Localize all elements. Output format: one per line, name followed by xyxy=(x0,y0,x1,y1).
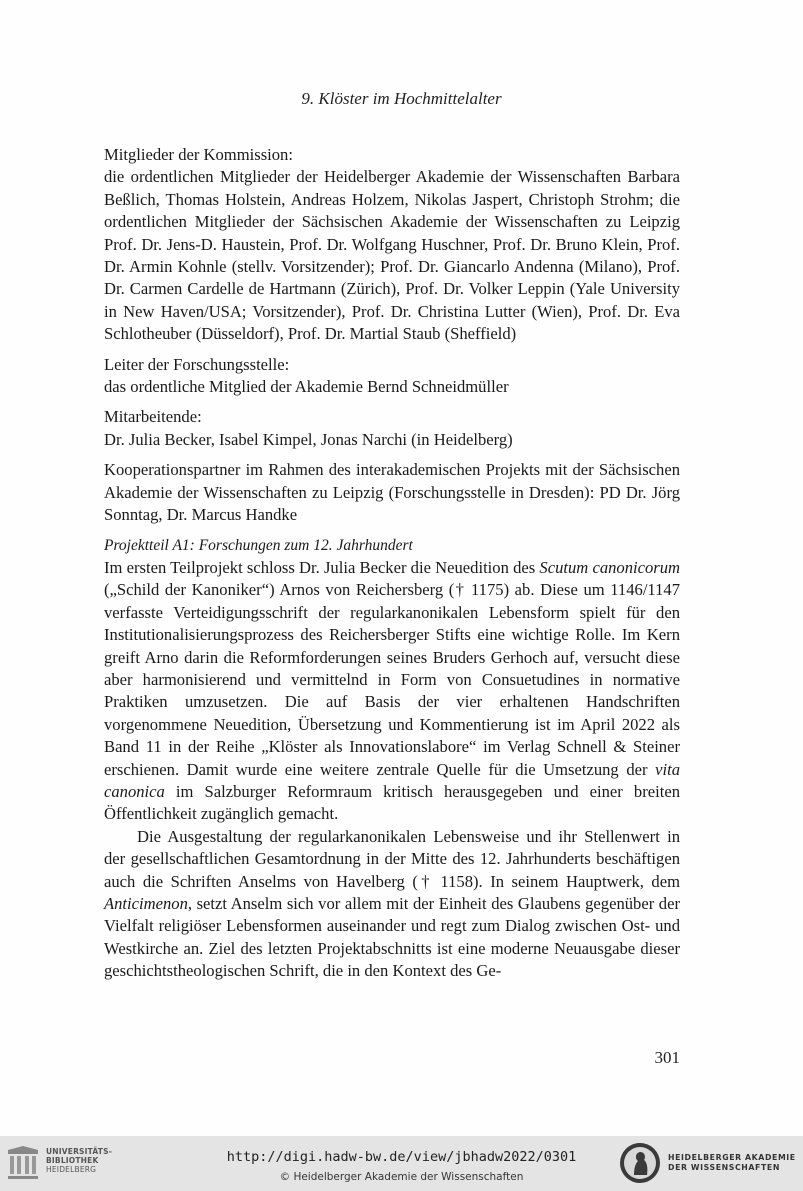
p1-text-a: Im ersten Teilprojekt schloss Dr. Julia Becker die Neuedition des xyxy=(104,557,540,577)
p2-italic-title: Anticimenon xyxy=(104,894,188,913)
p2-text-b: , setzt Anselm sich vor allem mit der Einheit des Glaubens gegenüber der Vielfalt religiöser Lebensformen auseinander und regt zum Dialog zwischen Ost- und Westkirche an. Ziel des letzten Projektabschnitts ist eine moderne Neuausgabe dieser geschichtstheologischen Schrift, die in den Kontext des Ge- xyxy=(104,894,680,981)
research-leader-block xyxy=(104,354,680,399)
staff-text: Dr. Julia Becker, Isabel Kimpel, Jonas Narchi (in Heidelberg) xyxy=(104,429,513,449)
section-heading: Projektteil A1: Forschungen zum 12. Jahrhundert xyxy=(104,536,413,554)
body-paragraph-1 xyxy=(104,557,680,826)
commission-members-text: die ordentlichen Mitglieder der Heidelberger Akademie der Wissenschaften Barbara Beßlich, Thomas Holstein, Andreas Holzem, Nikolas Jaspert, Christoph Strohm; die ordentlichen Mitglieder der Sächsischen Akademie der Wissenschaften zu Leipzig Prof. Dr. Jens-D. Haustein, Prof. Dr. Wolfgang Huschner, Prof. Dr. Bruno Klein, Prof. Dr. Armin Kohnle (stellv. Vorsitzender); Prof. Dr. Giancarlo Andenna (Milano), Prof. Dr. Carmen Cardelle de Hartmann (Zürich), Prof. Dr. Volker Leppin (Yale University in New Haven/USA; Vorsitzender), Prof. Dr. Christina Lutter (Wien), Prof. Dr. Eva Schlotheuber (Düsseldorf), Prof. Dr. Martial Staub (Sheffield) xyxy=(104,167,680,344)
running-head: 9. Klöster im Hochmittelalter xyxy=(301,89,502,108)
staff-label: Mitarbeitende: xyxy=(104,407,202,427)
academy-name-line-2: DER WISSENSCHAFTEN xyxy=(668,1163,780,1172)
body-paragraph-2 xyxy=(104,826,680,983)
p1-italic-term: vita canonica xyxy=(104,759,680,801)
permalink-url[interactable]: http://digi.hadw-bw.de/view/jbhadw2022/0301 xyxy=(226,1149,577,1165)
partners-block xyxy=(104,459,680,526)
copyright-notice: © Heidelberger Akademie der Wissenschaften xyxy=(279,1171,524,1183)
library-name-line-3: HEIDELBERG xyxy=(46,1165,97,1174)
research-leader-text: das ordentliche Mitglied der Akademie Bernd Schneidmüller xyxy=(104,377,509,397)
p1-italic-title: Scutum canonicorum xyxy=(539,557,681,577)
research-leader-label: Leiter der Forschungsstelle: xyxy=(104,354,290,374)
commission-members-block xyxy=(104,144,680,346)
page-number: 301 xyxy=(654,1048,680,1067)
academy-name xyxy=(668,1153,796,1173)
p1-text-b: („Schild der Kanoniker“) Arnos von Reichersberg († 1175) ab. Diese um 1146/1147 verfasste Verteidigungsschrift der regularkanonikalen Lebensform spielt für den Institutionalisierungsprozess des Reichersberger Stifts eine wichtige Rolle. Im Kern greift Arno darin die Reformforderungen seines Bruders Gerhoch auf, versucht diese aber harmonisierend und vermittelnd in Form von Consuetudines in normative Praktiken umzusetzen. Die auf Basis der vier erhaltenen Handschriften vorgenommene Neuedition, Übersetzung und Kommentierung ist im April 2022 als Band 11 in der Reihe „Klöster als Innovationslabore“ im Verlag Schnell & Steiner erschienen. Damit wurde eine weitere zentrale Quelle für die Umsetzung der xyxy=(104,580,680,779)
partners-text: Kooperationspartner im Rahmen des interakademischen Projekts mit der Sächsischen Akademie der Wissenschaften zu Leipzig (Forschungsstelle in Dresden): PD Dr. Jörg Sonntag, Dr. Marcus Handke xyxy=(104,460,680,525)
library-name-line-2: BIBLIOTHEK xyxy=(46,1156,99,1165)
p1-text-c: im Salzburger Reformraum kritisch herausgegeben und einer breiten Öffentlichkeit zugänglich gemacht. xyxy=(104,781,680,824)
staff-block xyxy=(104,406,680,451)
viewer-footer xyxy=(0,1136,803,1191)
page-content xyxy=(104,144,680,983)
academy-seal-icon xyxy=(619,1141,661,1185)
academy-name-line-1: HEIDELBERGER AKADEMIE xyxy=(668,1153,796,1162)
library-name-line-1: UNIVERSITÄTS- xyxy=(46,1147,113,1156)
commission-members-label: Mitglieder der Kommission: xyxy=(104,145,293,164)
p2-text-a: Die Ausgestaltung der regularkanonikalen Lebensweise und ihr Stellenwert in der gesellschaftlichen Gesamtordnung in der Mitte des 12. Jahrhunderts beschäftigen auch die Schriften Anselms von Havelberg († 1158). In seinem Hauptwerk, dem xyxy=(104,826,680,891)
